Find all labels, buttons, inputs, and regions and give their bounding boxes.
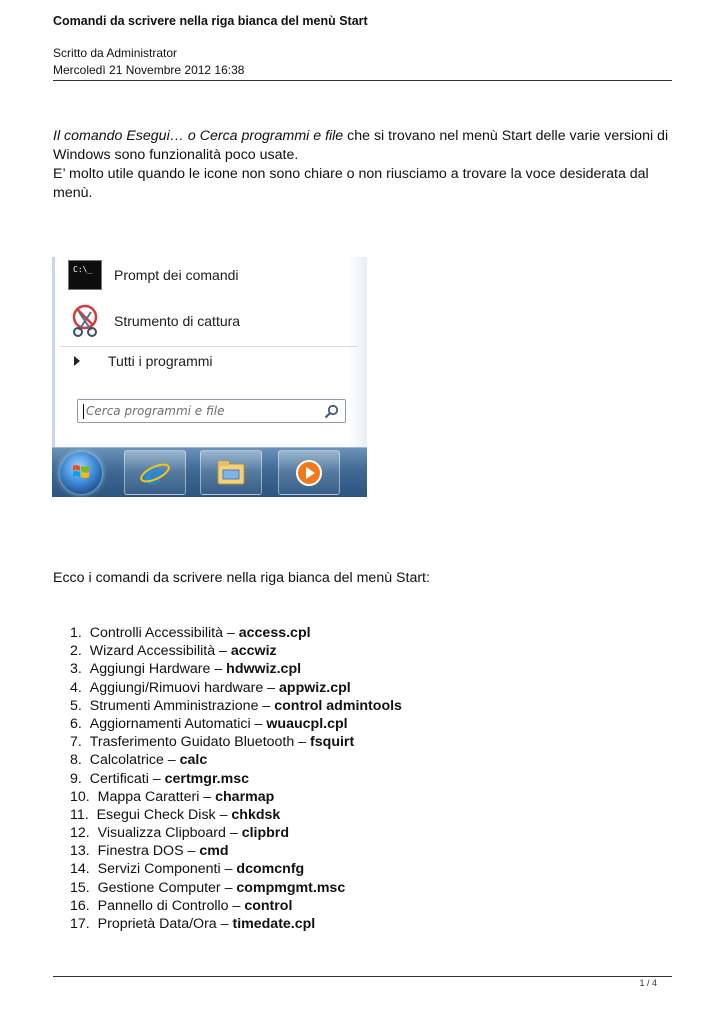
list-number: 7. xyxy=(70,734,82,751)
search-box[interactable] xyxy=(77,399,346,423)
list-number: 10. xyxy=(70,788,90,805)
date-line: Mercoledì 21 Novembre 2012 16:38 xyxy=(53,63,245,77)
list-item xyxy=(70,770,402,788)
start-item-command-prompt[interactable] xyxy=(66,257,239,293)
list-number: 14. xyxy=(70,861,90,878)
command-label: Certificati – xyxy=(89,770,165,787)
list-number: 3. xyxy=(70,661,82,678)
list-number: 15. xyxy=(70,879,90,896)
menu-separator xyxy=(60,346,358,347)
command-label: Controlli Accessibilità – xyxy=(89,625,239,641)
list-item xyxy=(70,751,402,769)
list-item xyxy=(70,624,402,642)
taskbar xyxy=(52,447,367,497)
menu-border xyxy=(52,257,55,447)
search-input[interactable] xyxy=(86,402,311,420)
command-label: Aggiungi/Rimuovi hardware – xyxy=(89,679,280,696)
command-name: cmd xyxy=(199,843,229,860)
command-label: Aggiungi Hardware – xyxy=(89,661,227,678)
command-label: Mappa Caratteri – xyxy=(97,788,216,805)
command-label: Pannello di Controllo – xyxy=(97,897,245,914)
command-label: Esegui Check Disk – xyxy=(96,806,232,823)
commands-list xyxy=(70,624,402,933)
command-name: dcomcnfg xyxy=(236,861,305,878)
command-label: Proprietà Data/Ora – xyxy=(97,916,233,932)
intro-paragraph-1 xyxy=(53,127,675,165)
list-item xyxy=(70,679,402,697)
command-name: control admintools xyxy=(274,697,402,714)
list-number: 12. xyxy=(70,825,90,842)
command-name: charmap xyxy=(215,788,275,805)
start-menu-screenshot xyxy=(52,257,367,497)
intro-rest: che si trovano nel menù Start delle varie versioni di Windows sono funzionalità poco usate. xyxy=(53,128,669,163)
command-name: compmgmt.msc xyxy=(236,879,346,896)
cmd-icon-text: C:\_ xyxy=(73,265,93,274)
start-item-snipping-tool[interactable] xyxy=(66,303,240,339)
list-item xyxy=(70,842,402,860)
internet-explorer-icon[interactable] xyxy=(124,450,186,495)
command-name: hdwwiz.cpl xyxy=(226,661,302,678)
all-programs-item[interactable] xyxy=(74,353,213,369)
list-item xyxy=(70,824,402,842)
list-item xyxy=(70,788,402,806)
command-name: clipbrd xyxy=(241,825,289,842)
start-orb-icon[interactable] xyxy=(60,452,102,494)
list-item xyxy=(70,897,402,915)
command-label: Finestra DOS – xyxy=(97,843,200,860)
list-number: 17. xyxy=(70,916,90,932)
snipping-tool-icon xyxy=(66,304,104,338)
list-item xyxy=(70,642,402,660)
all-programs-label: Tutti i programmi xyxy=(108,353,213,369)
list-number: 2. xyxy=(70,643,82,660)
command-name: certmgr.msc xyxy=(164,770,250,787)
command-label: Aggiornamenti Automatici – xyxy=(89,715,267,732)
list-number: 4. xyxy=(70,679,82,696)
list-item xyxy=(70,860,402,878)
list-item xyxy=(70,697,402,715)
command-label: Servizi Componenti – xyxy=(97,861,237,878)
command-label: Calcolatrice – xyxy=(89,752,180,769)
start-item-label: Strumento di cattura xyxy=(114,313,241,329)
list-number: 6. xyxy=(70,715,82,732)
commands-lead: Ecco i comandi da scrivere nella riga bianca del menù Start: xyxy=(53,570,430,586)
intro-italic-2: Cerca programmi e file xyxy=(199,128,344,144)
list-item xyxy=(70,915,402,933)
list-number: 8. xyxy=(70,752,82,769)
file-explorer-icon[interactable] xyxy=(200,450,262,495)
author-line: Scritto da Administrator xyxy=(53,46,178,60)
command-label: Trasferimento Guidato Bluetooth – xyxy=(89,734,311,751)
command-name: access.cpl xyxy=(238,625,311,641)
list-number: 13. xyxy=(70,843,90,860)
list-item xyxy=(70,733,402,751)
intro-paragraph-2: E’ molto utile quando le icone non sono chiare o non riusciamo a trovare la voce desiderata dal menù. xyxy=(53,166,649,201)
command-name: fsquirt xyxy=(310,734,355,751)
list-item xyxy=(70,806,402,824)
command-name: accwiz xyxy=(230,643,277,660)
command-name: calc xyxy=(179,752,208,769)
command-label: Gestione Computer – xyxy=(97,879,237,896)
start-item-label: Prompt dei comandi xyxy=(114,267,239,283)
article-meta xyxy=(53,45,244,79)
footer-divider xyxy=(53,976,672,977)
list-number: 11. xyxy=(70,806,89,823)
text-caret xyxy=(83,404,84,419)
command-name: timedate.cpl xyxy=(232,916,316,932)
intro-connector: o xyxy=(183,128,200,144)
search-icon[interactable] xyxy=(324,404,339,419)
intro-italic-1: Il comando Esegui… xyxy=(53,128,184,144)
command-name: wuaucpl.cpl xyxy=(266,715,348,732)
command-label: Strumenti Amministrazione – xyxy=(89,697,275,714)
page-number: 1 / 4 xyxy=(639,978,657,988)
list-number: 1. xyxy=(70,625,82,641)
command-label: Wizard Accessibilità – xyxy=(89,643,231,660)
list-number: 9. xyxy=(70,770,82,787)
command-name: control xyxy=(244,897,293,914)
triangle-right-icon xyxy=(74,356,80,366)
command-name: chkdsk xyxy=(231,806,281,823)
list-number: 5. xyxy=(70,697,82,714)
page-title: Comandi da scrivere nella riga bianca del menù Start xyxy=(53,14,368,28)
list-item xyxy=(70,715,402,733)
command-prompt-icon xyxy=(66,258,104,292)
list-number: 16. xyxy=(70,897,90,914)
list-item xyxy=(70,879,402,897)
media-player-icon[interactable] xyxy=(278,450,340,495)
svg-text:e: e xyxy=(144,457,164,489)
command-label: Visualizza Clipboard – xyxy=(97,825,242,842)
list-item xyxy=(70,660,402,678)
intro-text xyxy=(53,127,675,203)
header-divider xyxy=(53,80,672,81)
command-name: appwiz.cpl xyxy=(279,679,351,696)
